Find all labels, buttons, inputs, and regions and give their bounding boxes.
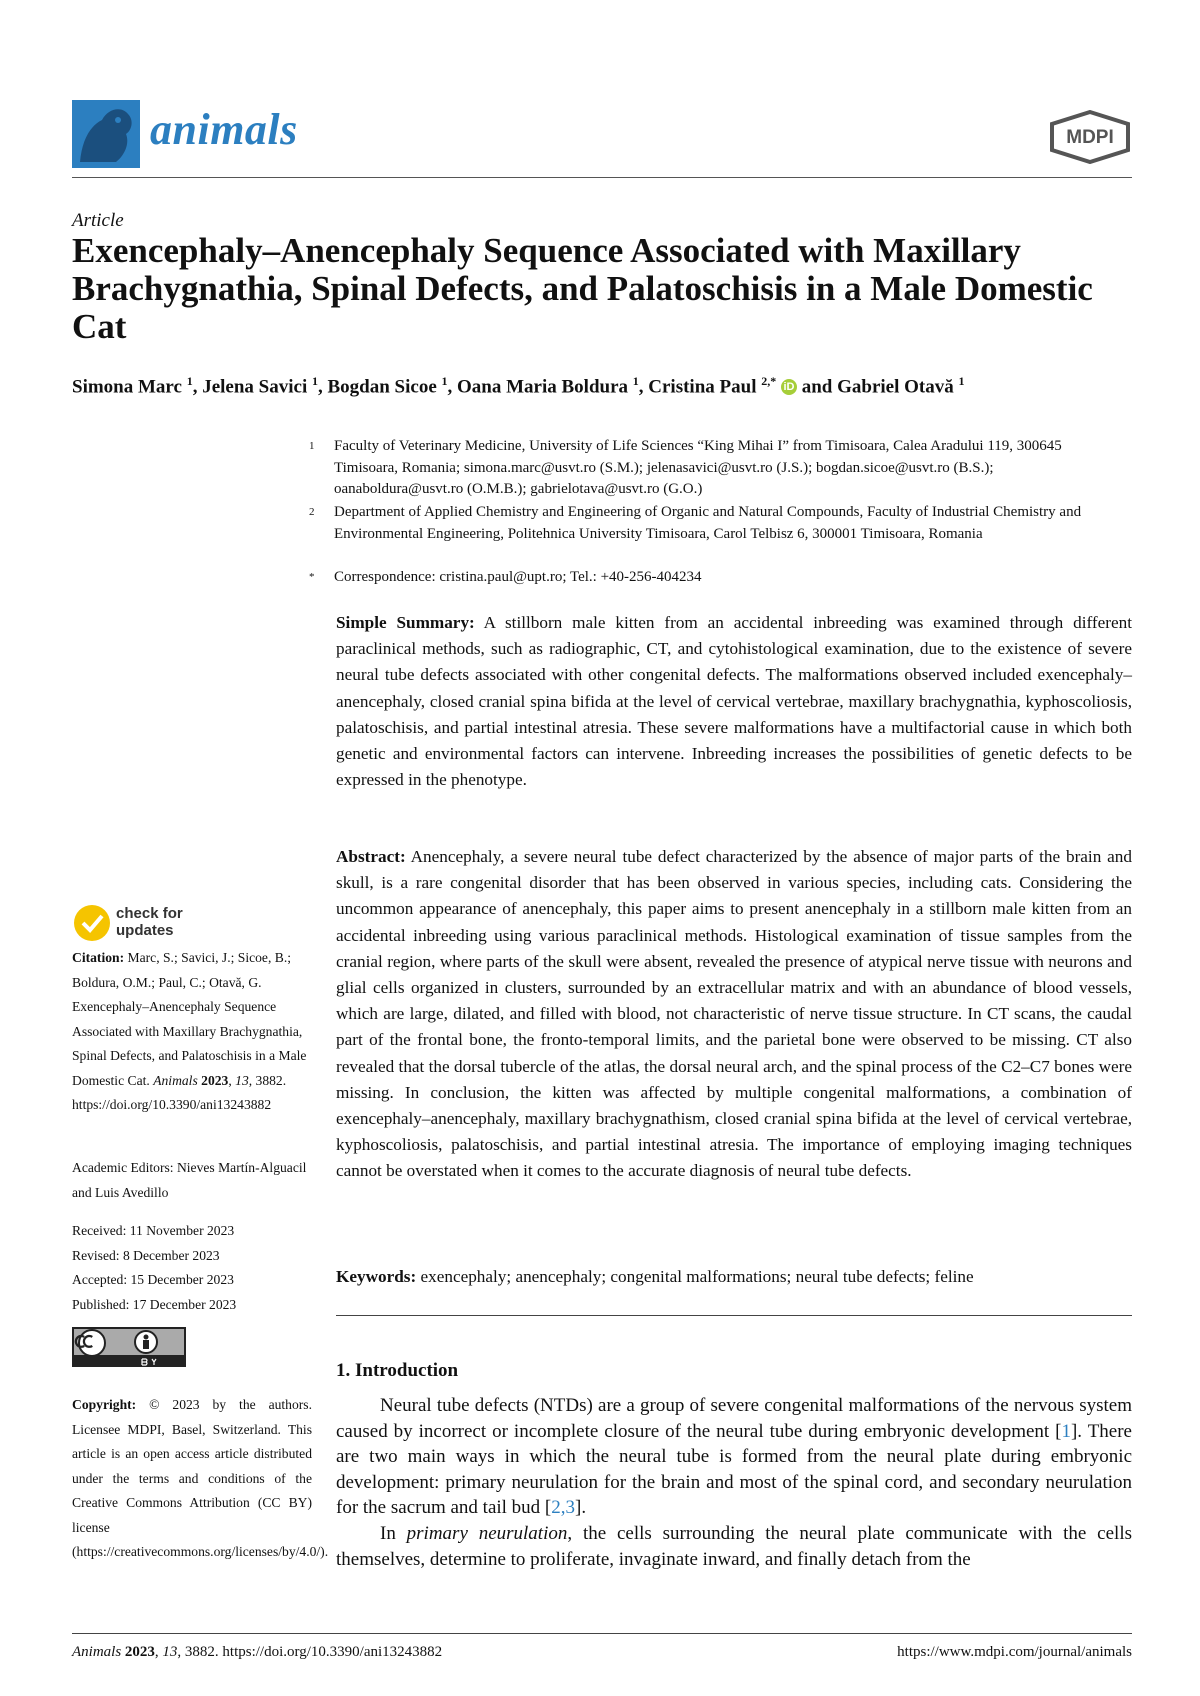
author-name[interactable]: Gabriel Otavă [837, 376, 954, 398]
mdpi-logo-text: MDPI [1066, 127, 1114, 148]
academic-editors: Academic Editors: Nieves Martín-Alguacil and Luis Avedillo [72, 1160, 307, 1200]
date-revised: Revised: 8 December 2023 [72, 1248, 220, 1263]
keywords-text: exencephaly; anencephaly; congenital malformations; neural tube defects; feline [420, 1267, 974, 1286]
footer-doi[interactable]: , 3882. https://doi.org/10.3390/ani13243882 [177, 1644, 443, 1660]
citation-label: Citation: [72, 950, 125, 965]
footer-year: 2023 [124, 1644, 155, 1660]
creative-commons-icon [72, 1327, 186, 1367]
affiliation-number: 2 [309, 506, 315, 518]
correspondence [309, 567, 1114, 589]
abstract-text: Anencephaly, a severe neural tube defect characterized by the absence of major parts of the brain and skull, is a rare congenital disorder that has been observed in various species, including cats. Considering the uncommon appearance of anencephaly, this paper aims to present anencephaly in a stillborn male kitten from an accidental inbreeding using various paraclinical methods. Histological examination of tissue samples from the cranial region, where parts of the skull were absent, revealed the presence of atypical nerve tissue with neurons and glial cells organized in clusters, surrounded by an extracellular matrix and with an abundance of blood vessels, which are large, dilated, and filled with blood, not characteristic of nerve tissue structure. In CT scans, the caudal part of the frontal bone, the fronto-temporal limits, and the parietal bone were observed to be missing. CT also revealed that the dorsal tubercle of the atlas, the dorsal neural arch, and the spinal process of the C2–C7 bones were missing. In conclusion, the kitten was affected by multiple congenital malformations, a combination of exencephaly–anencephaly, maxillary brachygnathism, closed cranial spina bifida at the level of cervical vertebrae, kyphoscoliosis, palatoschisis, and partial intestinal atresia. The importance of employing imaging techniques cannot be overstated when it comes to the accurate diagnosis of neural tube defects. [336, 847, 1132, 1181]
intro-text: , the cells surrounding the neural plate communicate with the cells themselves, determine to proliferate, invaginate inward, and finally detach from the [336, 1523, 1133, 1570]
citation-text: Marc, S.; Savici, J.; Sicoe, B.; Boldura, O.M.; Paul, C.; Otavă, G. Exencephaly–Anencephaly Sequence Associated with Maxillary Brachygnathia, Spinal Defects, and Palatoschisis in a Male Domestic Cat. [72, 950, 307, 1088]
cc-by-license-badge[interactable] [72, 1327, 186, 1367]
journal-name: animals [150, 105, 298, 154]
citation-year: 2023 [201, 1072, 229, 1088]
date-received: Received: 11 November 2023 [72, 1223, 235, 1238]
simple-summary-text: A stillborn male kitten from an accidental inbreeding was examined through different paraclinical methods, such as radiographic, CT, and cytohistological examination, due to the existence of severe neural tube defects associated with other congenital defects. The malformations observed included exencephaly–anencephaly, closed cranial spina bifida at the level of cervical vertebrae, maxillary brachygnathia, kyphoscoliosis, palatoschisis, and partial intestinal atresia. These severe malformations have a multifactorial cause in which both genetic and environmental factors can intervene. Inbreeding increases the possibilities of genetic defects to be expressed in the phenotype. [336, 613, 1132, 790]
simple-summary-label: Simple Summary: [336, 613, 475, 632]
intro-text: In [380, 1523, 407, 1544]
footer-divider [72, 1633, 1132, 1634]
simple-summary [336, 610, 1132, 793]
copyright-label: Copyright: [72, 1397, 137, 1412]
check-icon [72, 903, 112, 943]
author-name[interactable]: Bogdan Sicoe [327, 376, 437, 398]
intro-text: ]. [575, 1497, 587, 1518]
abstract-label: Abstract: [336, 847, 406, 866]
author-affiliation-mark: 1 [632, 374, 639, 388]
citation-volume: 13 [235, 1072, 249, 1088]
copyright-block [72, 1393, 329, 1565]
author-affiliation-mark: 1 [958, 374, 965, 388]
author-name[interactable]: Oana Maria Boldura [457, 376, 629, 398]
abstract [336, 844, 1132, 1185]
affiliation-number: * [309, 571, 315, 583]
affiliation-text: Faculty of Veterinary Medicine, University of Life Sciences “King Mihai I” from Timisoara, Calea Aradului 119, 300645 Timisoara, Romania; simona.marc@usvt.ro (S.M.); jelenasavici@usvt.ro (J.S.); bogdan.sicoe@usvt.ro (B.S.); oanaboldura@usvt.ro (O.M.B.); gabrielotava@usvt.ro (G.O.) [334, 438, 1062, 497]
author-affiliation-mark: 1 [186, 374, 193, 388]
mdpi-logo[interactable] [1048, 110, 1132, 169]
citation-link[interactable]: 1 [1061, 1420, 1071, 1442]
footer-journal-url[interactable]: https://www.mdpi.com/journal/animals [897, 1644, 1132, 1660]
section-heading-introduction: 1. Introduction [336, 1360, 459, 1381]
date-accepted: Accepted: 15 December 2023 [72, 1272, 234, 1287]
affiliation-number: 1 [309, 440, 315, 452]
author-name[interactable]: Simona Marc [72, 376, 182, 398]
section-divider [336, 1315, 1132, 1316]
animal-silhouette-icon [72, 100, 140, 168]
affiliation-text: Correspondence: cristina.paul@upt.ro; Tel.: +40-256-404234 [334, 569, 702, 585]
intro-emphasis: primary neurulation [406, 1523, 568, 1544]
orcid-icon[interactable]: iD [781, 379, 797, 395]
author-name[interactable]: Jelena Savici [202, 376, 308, 398]
author-affiliation-mark: 1 [441, 374, 448, 388]
affiliation-text: Department of Applied Chemistry and Engineering of Organic and Natural Compounds, Faculty of Industrial Chemistry and Environmental Engineering, Politehnica University Timisoara, Carol Telbisz 6, 300001 Timisoara, Romania [334, 504, 1082, 542]
date-published: Published: 17 December 2023 [72, 1297, 237, 1312]
article-title: Exencephaly–Anencephaly Sequence Associated with Maxillary Brachygnathia, Spinal Defects, and Palatoschisis in a Male Domestic Cat [72, 231, 1093, 346]
check-updates-text: check for updates [116, 905, 183, 939]
intro-text: Neural tube defects (NTDs) are a group of severe congenital malformations of the nervous system caused by incorrect or incomplete closure of the neural tube during embryonic development [ [336, 1395, 1132, 1442]
author-name[interactable]: Cristina Paul [648, 376, 757, 398]
affiliation-2 [309, 502, 1114, 545]
footer-volume: 13 [162, 1644, 178, 1660]
footer-journal: Animals [72, 1644, 122, 1660]
check-for-updates-badge[interactable] [72, 903, 312, 943]
author-affiliation-mark: 2,* [761, 374, 777, 388]
mdpi-logo-icon [1048, 110, 1132, 164]
citation-doi[interactable]: , 3882. https://doi.org/10.3390/ani13243882 [72, 1072, 287, 1112]
citation-block: Citation: Marc, S.; Savici, J.; Sicoe, B.; Boldura, O.M.; Paul, C.; Otavă, G. Exencephaly–Anencephaly Sequence Associated with Maxillary Brachygnathia, Spinal Defects, and Palatoschisis in a Male Domestic Cat. Animals 2023, 13, 3882. https://doi.org/10.3390/ani13243882 [72, 950, 307, 1112]
intro-paragraph-2 [336, 1521, 1132, 1572]
intro-paragraph-1 [336, 1393, 1132, 1521]
article-type: Article [72, 210, 124, 231]
journal-logo [72, 100, 140, 168]
footer-citation: Animals 2023, 13, 3882. https://doi.org/10.3390/ani13243882 [72, 1644, 443, 1660]
keywords [336, 1264, 1132, 1290]
citation-link[interactable]: 2,3 [551, 1497, 576, 1518]
affiliation-1 [309, 436, 1114, 501]
intro-text: ]. There are two main ways in which the neural tube is formed from the neural plate during embryonic development: primary neurulation for the brain and most of the spinal cord, and secondary neurulation for the sacrum and tail bud [ [336, 1420, 1132, 1518]
authors-joiner: and [801, 376, 833, 398]
keywords-label: Keywords: [336, 1267, 417, 1286]
author-affiliation-mark: 1 [311, 374, 318, 388]
citation-journal: Animals [153, 1072, 198, 1088]
author-list: Simona Marc $^1$, Jelena Savici $^1$, Bogdan Sicoe $^1$, Oana Maria Boldura $^1$, Cristina Paul $^{2,*}$ iD and Gabriel Otavă $^1$ [72, 374, 965, 398]
copyright-text: © 2023 by the authors. Licensee MDPI, Basel, Switzerland. This article is an open access article distributed under the terms and conditions of the Creative Commons Attribution (CC BY) license (https://creativecommons.org/licenses/by/4.0/). [72, 1397, 329, 1559]
header-divider [72, 177, 1132, 178]
